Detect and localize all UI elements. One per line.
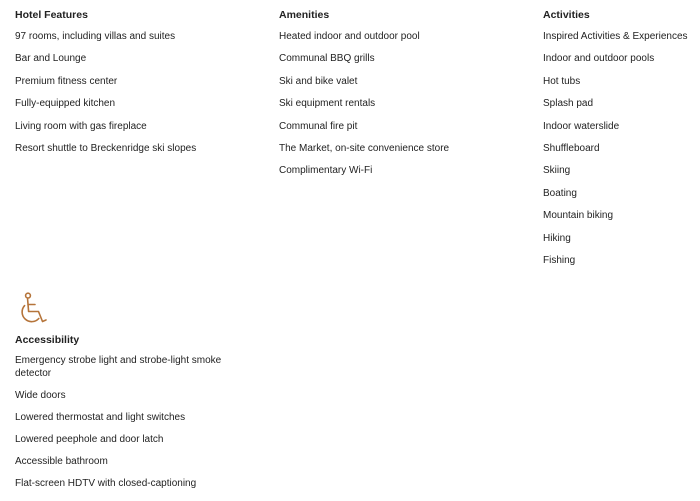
list-item: Indoor and outdoor pools [543,53,655,65]
hotel-features-section [15,8,265,164]
list-item: Resort shuttle to Breckenridge ski slopes [15,142,197,154]
hotel-features-list [15,30,265,155]
list-item: Ski equipment rentals [279,98,376,110]
list-item: Wide doors [15,389,66,401]
list-item: Lowered thermostat and light switches [15,411,186,423]
list-item: Communal fire pit [279,120,358,132]
amenities-heading: Amenities [279,9,330,21]
accessibility-heading: Accessibility [15,334,80,346]
list-item: The Market, on-site convenience store [279,142,450,154]
list-item: Premium fitness center [15,75,118,87]
list-item: Splash pad [543,98,594,110]
list-item: Emergency strobe light and strobe-light smoke detector [15,355,222,379]
list-item: Heated indoor and outdoor pool [279,31,420,42]
accessibility-list [15,355,245,491]
list-item: Flat-screen HDTV with closed-captioning [15,478,197,490]
list-item: Fishing [543,254,576,266]
list-item: Inspired Activities & Experiences [543,31,688,42]
hotel-features-heading: Hotel Features [15,9,88,21]
list-item: Boating [543,187,577,199]
list-item: Bar and Lounge [15,53,87,65]
list-item: Hiking [543,232,571,244]
list-item: Mountain biking [543,210,614,222]
list-item: Living room with gas fireplace [15,120,147,132]
amenities-section [279,8,529,187]
list-item: 97 rooms, including villas and suites [15,31,176,42]
amenities-list [279,30,529,177]
activities-heading: Activities [543,9,590,21]
accessibility-section [15,292,245,501]
list-item: Shuffleboard [543,142,600,154]
list-item: Accessible bathroom [15,456,108,468]
list-item: Fully-equipped kitchen [15,98,116,110]
list-item: Indoor waterslide [543,120,620,132]
list-item: Hot tubs [543,75,581,87]
list-item: Complimentary Wi-Fi [279,165,373,177]
activities-list [543,30,700,267]
list-item: Skiing [543,165,571,177]
wheelchair-icon [15,292,49,328]
list-item: Communal BBQ grills [279,53,375,65]
list-item: Lowered peephole and door latch [15,434,164,446]
activities-section [543,8,700,276]
list-item: Ski and bike valet [279,75,358,87]
